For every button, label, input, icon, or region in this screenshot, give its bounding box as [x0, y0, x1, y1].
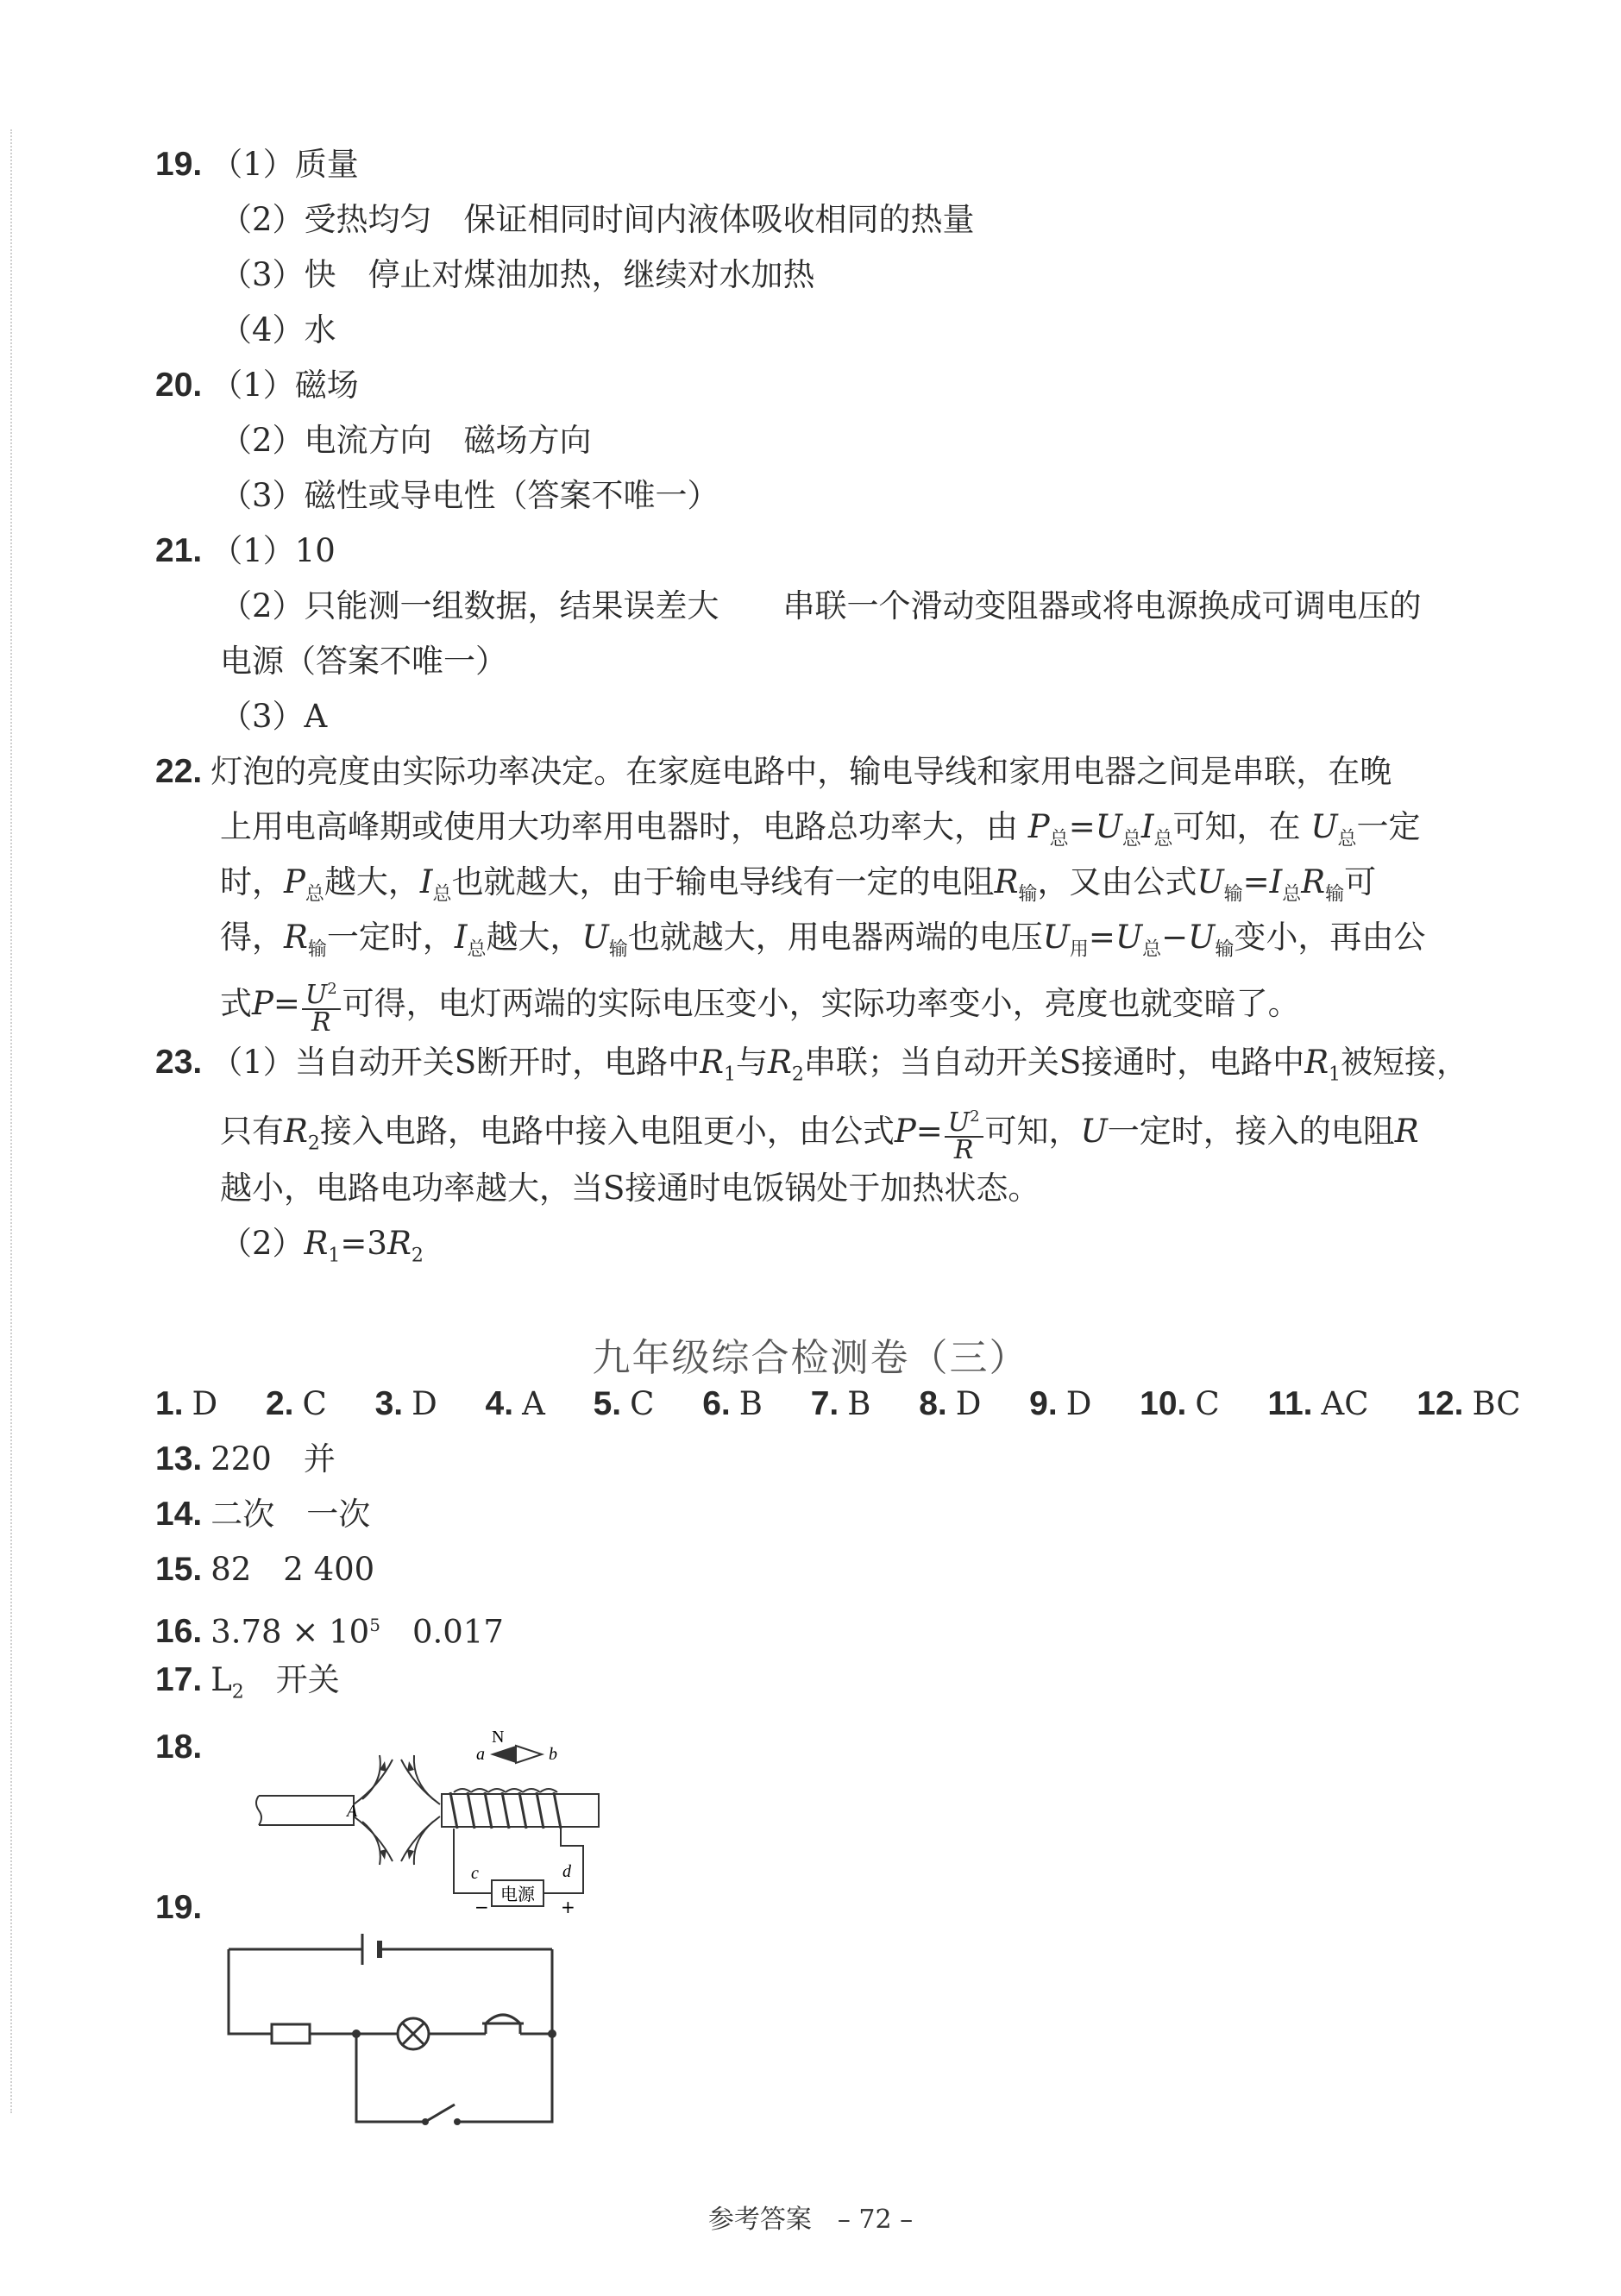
q13: 13. 220 并	[155, 1440, 336, 1477]
q18-magnet-diagram	[250, 1716, 613, 1915]
q23-line1: 23. （1）当自动开关S断开时，电路中$R_1$与$R_2$串联；当自动开关S接通时，电路中$R_1$被短接，	[155, 1044, 1469, 1086]
label-N: N	[492, 1728, 505, 1747]
label-b: b	[549, 1745, 557, 1764]
q16: 16. $3.78 \times 10^5$ 0.017	[155, 1613, 504, 1651]
q14: 14. 二次 一次	[155, 1496, 371, 1533]
choice-11: 11. AC	[1267, 1385, 1369, 1422]
power-fraction: $\frac{U^2}{R}$	[302, 976, 341, 1036]
q20-part1: 20. （1）磁场	[155, 367, 359, 404]
q20-part3: （3）磁性或导电性（答案不唯一）	[220, 477, 719, 514]
choice-10: 10. C	[1140, 1385, 1220, 1422]
choice-4: 4. A	[485, 1385, 545, 1422]
q22-line2: 上用电高峰期或使用大功率用电器时，电路总功率大，由 $P_总=U_总I_总$可知，在 $U_总$一定	[220, 808, 1421, 850]
q19-part3: （3）快 停止对煤油加热，继续对水加热	[220, 256, 815, 293]
label-d: d	[562, 1862, 571, 1881]
power-fraction-2: $\frac{U^2}{R}$	[945, 1104, 983, 1164]
q19-number: 19.	[155, 146, 203, 183]
label-minus: −	[474, 1897, 489, 1915]
choice-5: 5. C	[593, 1385, 655, 1422]
label-a: a	[476, 1745, 485, 1764]
q19-part1: 19. （1）质量	[155, 146, 359, 183]
q23-line2: 只有$R_2$接入电路，电路中接入电阻更小，由公式P= $\frac{U^2}{R}$ 可知，U一定时，接入的电阻R	[220, 1104, 1419, 1166]
q21-part2: （2）只能测一组数据，结果误差大 串联一个滑动变阻器或将电源换成可调电压的	[220, 587, 1422, 624]
q21-number: 21.	[155, 532, 203, 569]
q19b: 19.	[155, 1889, 203, 1926]
q21-part3: （3）A	[220, 698, 328, 735]
q22-number: 22.	[155, 753, 203, 790]
q23-line3: 越小，电路电功率越大，当S接通时电饭锅处于加热状态。	[220, 1170, 1040, 1207]
q19-circuit-diagram	[220, 1923, 582, 2148]
q23-number: 23.	[155, 1044, 203, 1081]
choice-1: 1. D	[155, 1385, 218, 1422]
label-c: c	[471, 1864, 479, 1883]
q21-part2-cont: 电源（答案不唯一）	[220, 643, 507, 680]
section-title: 九年级综合检测卷（三）	[592, 1337, 1029, 1379]
q19-part4: （4）水	[220, 311, 336, 348]
choice-8: 8. D	[919, 1385, 982, 1422]
q22-line1: 22. 灯泡的亮度由实际功率决定。在家庭电路中，输电导线和家用电器之间是串联，在晚	[155, 753, 1392, 790]
q15: 15. 82 2 400	[155, 1551, 375, 1588]
page-footer: 参考答案 – 72 –	[707, 2205, 914, 2235]
choice-9: 9. D	[1029, 1385, 1092, 1422]
q17: 17. $L_2$ 开关	[155, 1661, 340, 1703]
q20-part2: （2）电流方向 磁场方向	[220, 422, 592, 459]
choice-2: 2. C	[265, 1385, 327, 1422]
label-A: A	[347, 1802, 358, 1821]
q21-part1: 21. （1）10	[155, 532, 336, 569]
margin-dotted-line	[10, 129, 12, 2113]
label-plus: +	[561, 1897, 575, 1915]
choice-3: 3. D	[374, 1385, 437, 1422]
q22-line4: 得，$R_输$一定时，$I_总$越大，$U_输$也就越大，用电器两端的电压$U_用=U_总-U_输$变小，再由公	[220, 919, 1426, 961]
choice-answers	[155, 1382, 1559, 1427]
q22-line5: 式P= $\frac{U^2}{R}$ 可得，电灯两端的实际电压变小，实际功率变小，亮度也就变暗了。	[220, 976, 1300, 1036]
choice-6: 6. B	[702, 1385, 763, 1422]
q22-line3: 时，$P_总$越大，$I_总$也就越大，由于输电导线有一定的电阻$R_输$，又由公式$U_输=I_总R_输$可	[220, 863, 1377, 906]
choice-7: 7. B	[810, 1385, 871, 1422]
choice-12: 12. BC	[1417, 1385, 1521, 1422]
q19-part2: （2）受热均匀 保证相同时间内液体吸收相同的热量	[220, 201, 975, 238]
q18: 18.	[155, 1728, 203, 1766]
q23-part2: $(2)R_1=3R_2$	[220, 1225, 424, 1267]
power-source-label: 电源	[500, 1884, 535, 1904]
q20-number: 20.	[155, 367, 203, 404]
